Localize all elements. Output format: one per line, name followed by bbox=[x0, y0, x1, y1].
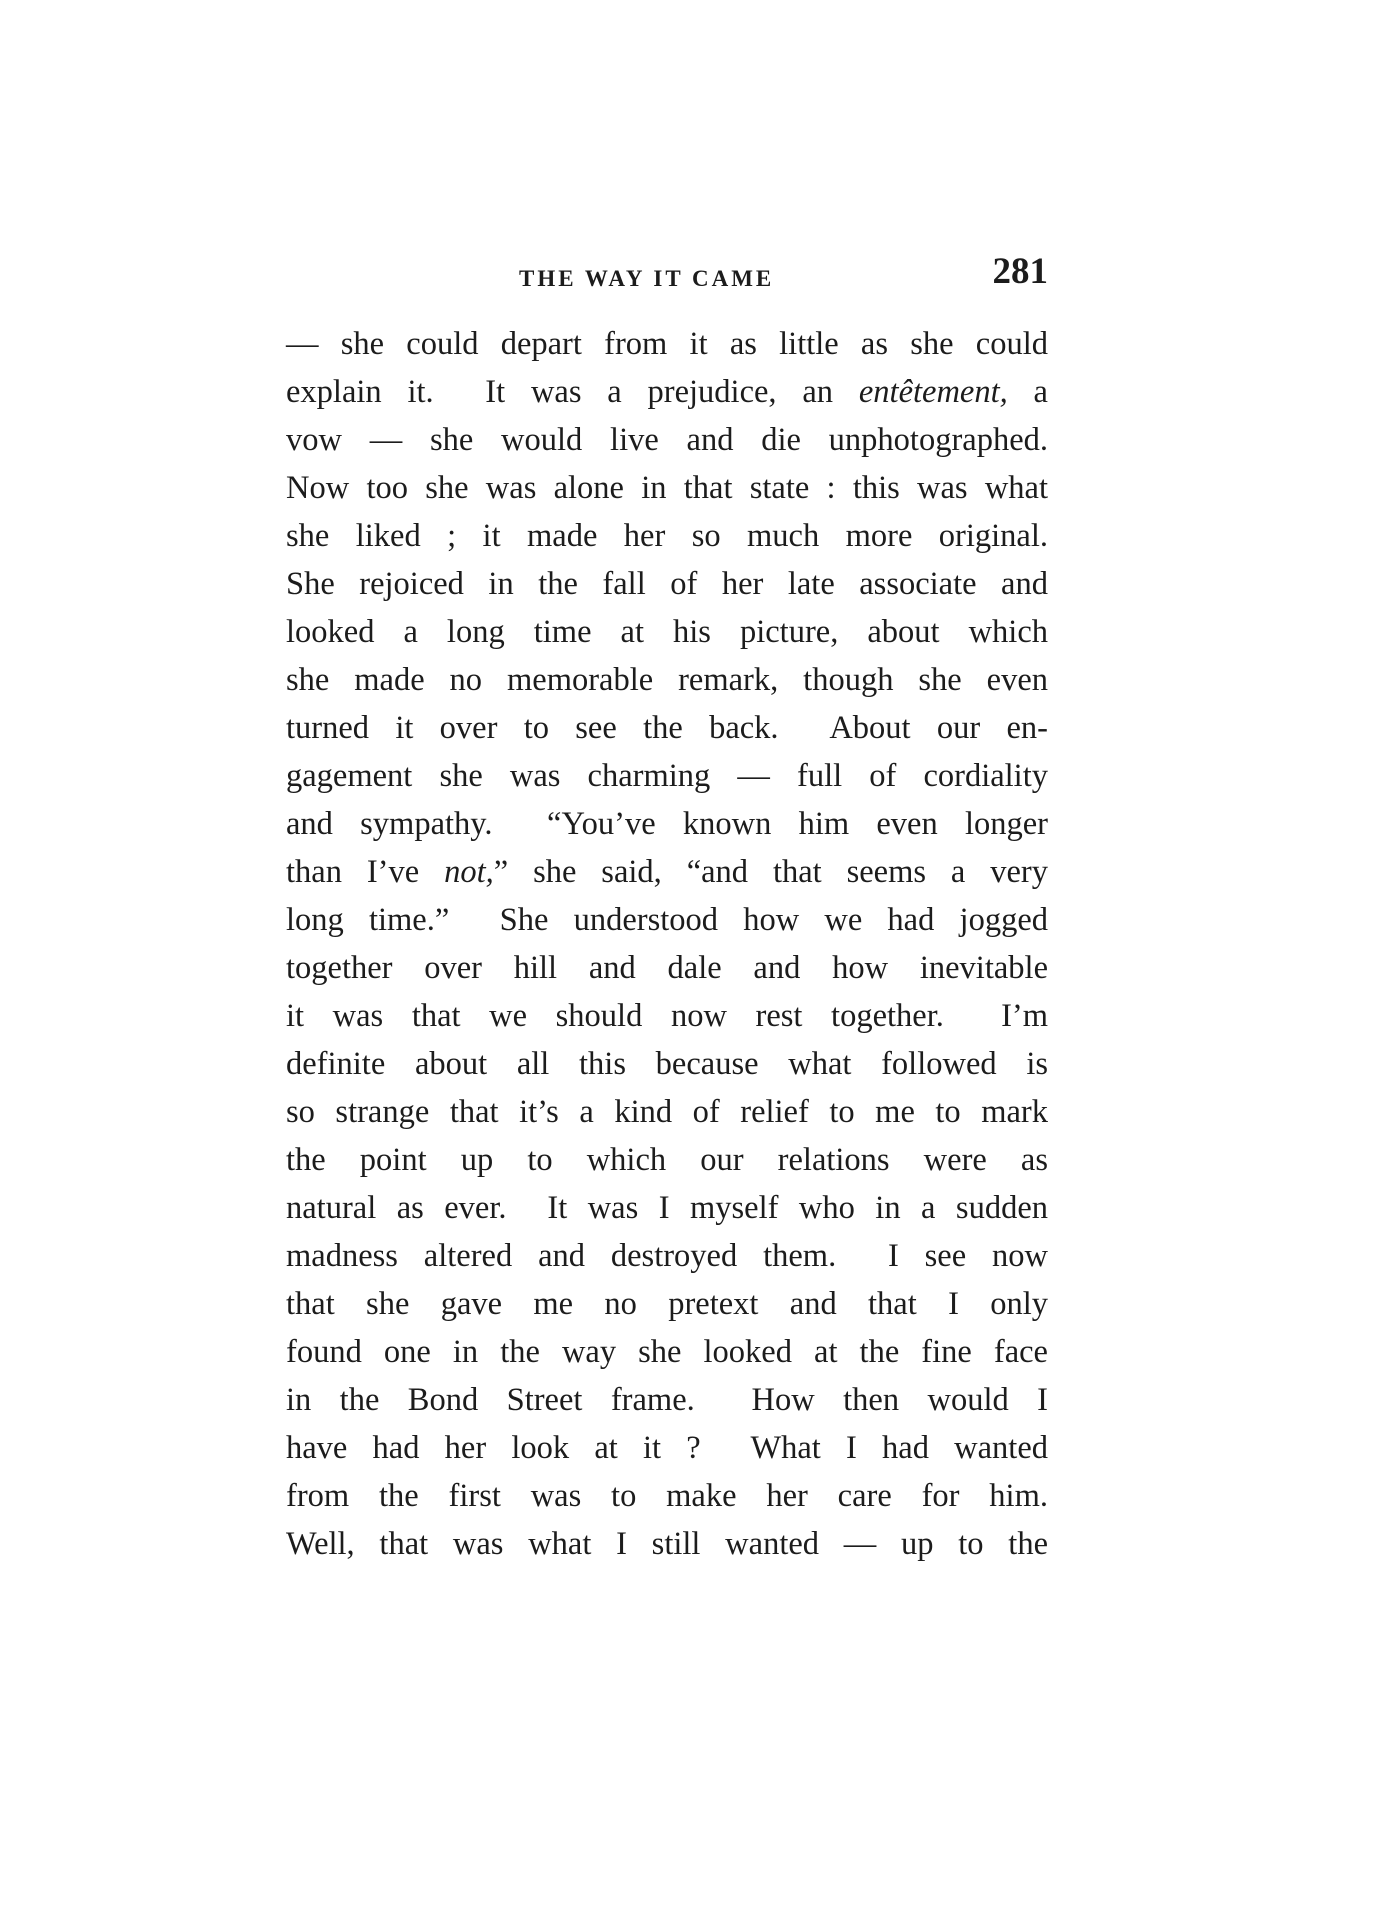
text-line bbox=[286, 368, 1048, 416]
line-text: she made no memorable remark, though she even bbox=[286, 662, 1048, 698]
text-line bbox=[286, 320, 1048, 368]
line-text: — she could depart from it as little as she could bbox=[286, 326, 1048, 362]
line-text: Well, that was what I still wanted — up to the bbox=[286, 1526, 1048, 1562]
text-line bbox=[286, 608, 1048, 656]
line-text: it was that we should now rest together. I’m bbox=[286, 998, 1048, 1034]
text-line bbox=[286, 416, 1048, 464]
running-head bbox=[286, 250, 1048, 310]
text-line bbox=[286, 800, 1048, 848]
page-number: 281 bbox=[992, 251, 1048, 292]
text-line bbox=[286, 944, 1048, 992]
text-line bbox=[286, 1328, 1048, 1376]
line-text: than I’ve bbox=[286, 854, 445, 890]
text-line bbox=[286, 992, 1048, 1040]
text-line bbox=[286, 1472, 1048, 1520]
body-text bbox=[286, 320, 1048, 1568]
line-text: the point up to which our relations were as bbox=[286, 1142, 1048, 1178]
line-text: long time.” She understood how we had jogged bbox=[286, 902, 1048, 938]
line-text: she liked ; it made her so much more original. bbox=[286, 518, 1048, 554]
line-text: gagement she was charming — full of cordiality bbox=[286, 758, 1048, 794]
line-text: in the Bond Street frame. How then would I bbox=[286, 1382, 1048, 1418]
text-line bbox=[286, 464, 1048, 512]
line-text: that she gave me no pretext and that I only bbox=[286, 1286, 1048, 1322]
line-text: definite about all this because what followed is bbox=[286, 1046, 1048, 1082]
line-text: so strange that it’s a kind of relief to me to mark bbox=[286, 1094, 1048, 1130]
text-line bbox=[286, 656, 1048, 704]
line-text: turned it over to see the back. About our en- bbox=[286, 710, 1048, 746]
line-text: madness altered and destroyed them. I see now bbox=[286, 1238, 1048, 1274]
text-line bbox=[286, 896, 1048, 944]
text-line bbox=[286, 1280, 1048, 1328]
text-line bbox=[286, 560, 1048, 608]
running-title: THE WAY IT CAME bbox=[519, 266, 775, 291]
text-line bbox=[286, 1424, 1048, 1472]
text-line bbox=[286, 512, 1048, 560]
italic-text: not, bbox=[444, 854, 494, 890]
text-line bbox=[286, 1376, 1048, 1424]
line-text: a bbox=[1007, 374, 1048, 410]
line-text: found one in the way she looked at the fine face bbox=[286, 1334, 1048, 1370]
line-text: from the first was to make her care for him. bbox=[286, 1478, 1048, 1514]
line-text: She rejoiced in the fall of her late associate and bbox=[286, 566, 1048, 602]
text-line bbox=[286, 1184, 1048, 1232]
line-text: explain it. It was a prejudice, an bbox=[286, 374, 859, 410]
text-line bbox=[286, 1136, 1048, 1184]
text-line bbox=[286, 1520, 1048, 1568]
italic-text: entêtement, bbox=[858, 374, 1008, 410]
line-text: looked a long time at his picture, about which bbox=[286, 614, 1048, 650]
text-line bbox=[286, 1040, 1048, 1088]
line-text: ” she said, “and that seems a very bbox=[493, 854, 1048, 890]
text-line bbox=[286, 1088, 1048, 1136]
text-line bbox=[286, 704, 1048, 752]
line-text: together over hill and dale and how inevitable bbox=[286, 950, 1048, 986]
text-line bbox=[286, 848, 1048, 896]
line-text: vow — she would live and die unphotographed. bbox=[286, 422, 1048, 458]
line-text: and sympathy. “You’ve known him even longer bbox=[286, 806, 1048, 842]
line-text: natural as ever. It was I myself who in a sudden bbox=[286, 1190, 1048, 1226]
text-line bbox=[286, 752, 1048, 800]
text-line bbox=[286, 1232, 1048, 1280]
line-text: have had her look at it ? What I had wanted bbox=[286, 1430, 1048, 1466]
line-text: Now too she was alone in that state : this was what bbox=[286, 470, 1048, 506]
